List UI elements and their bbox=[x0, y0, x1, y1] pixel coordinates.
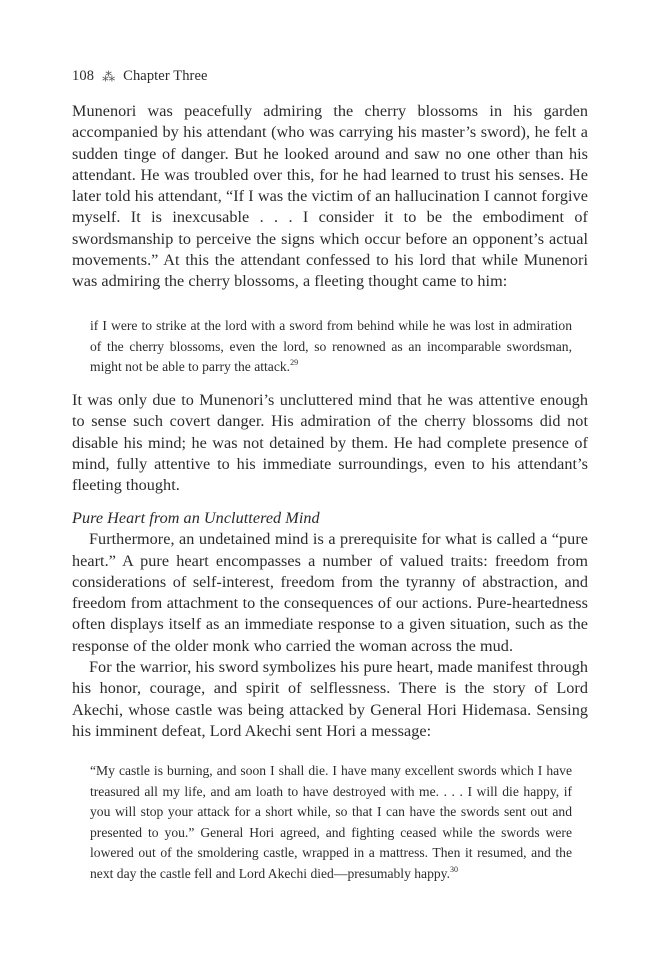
section-subheading: Pure Heart from an Uncluttered Mind bbox=[72, 509, 320, 527]
block-quote-akechi bbox=[90, 761, 572, 885]
block-quote-text bbox=[90, 761, 572, 885]
quote-body: if I were to strike at the lord with a sword from behind while he was lost in admiration of the cherry blossoms, even the lord, so renowned as an incomparable swordsman, might not be able to parry the attack. bbox=[90, 318, 572, 375]
paragraph-munenori bbox=[72, 101, 588, 293]
quote-body: “My castle is burning, and soon I shall die. I have many excellent swords which I have treasured all my life, and am loath to have destroyed with me. . . . I will die happy, if you will stop your attack for a short while, so that I can have the swords sent out and presented to you.” General Hori agreed, and fighting ceased while the swords were lowered out of the smoldering castle, wrapped in a mattress. Then it resumed, and the next day the castle fell and Lord Akechi died—presumably happy. bbox=[90, 763, 572, 881]
paragraph-text: Furthermore, an undetained mind is a prerequisite for what is called a “pure heart.” A pure heart encompasses a number of valued traits: freedom from considerations of self-interest, freedom from the tyranny of abstraction, and freedom from attachment to the consequences of our actions. Pure-heartedness often displays itself as an immediate response to a given situation, such as the response of the older monk who carried the woman across the mud. bbox=[72, 530, 588, 655]
paragraph-uncluttered-mind bbox=[72, 390, 588, 496]
block-quote-text bbox=[90, 316, 572, 378]
page-number: 108 bbox=[72, 68, 95, 84]
paragraph-text: Munenori was peacefully admiring the cherry blossoms in his garden accompanied by his attendant (who was carrying his master’s sword), he felt a sudden tinge of danger. But he looked around and saw no one other than his attendant. He was troubled over this, for he had learned to trust his senses. He later told his attendant, “If I was the victim of an hallucination I cannot forgive myself. It is inexcusable . . . I consider it to be the embodiment of swordsmanship to perceive the signs which occur before an opponent’s actual movements.” At this the attendant confessed to his lord that while Munenori was admiring the cherry blossoms, a fleeting thought came to him: bbox=[72, 102, 588, 291]
chapter-title: Chapter Three bbox=[123, 68, 208, 84]
paragraph-text: For the warrior, his sword symbolizes his pure heart, made manifest through his honor, courage, and spirit of selflessness. There is the story of Lord Akechi, whose castle was being attacked by General Hori Hidemasa. Sensing his imminent defeat, Lord Akechi sent Hori a message: bbox=[72, 658, 588, 740]
footnote-marker: 30 bbox=[450, 864, 458, 874]
block-quote-attendant bbox=[90, 316, 572, 378]
section-pure-heart bbox=[72, 508, 588, 742]
paragraph-text: It was only due to Munenori’s uncluttered mind that he was attentive enough to sense such covert danger. His admiration of the cherry blossoms did not disable his mind; he was not detained by them. He had complete presence of mind, fully attentive to his immediate surroundings, even to his attendant’s fleeting thought. bbox=[72, 391, 588, 495]
running-header bbox=[72, 68, 208, 85]
ornament-icon: ⁂ bbox=[102, 68, 116, 84]
footnote-marker: 29 bbox=[290, 358, 299, 368]
